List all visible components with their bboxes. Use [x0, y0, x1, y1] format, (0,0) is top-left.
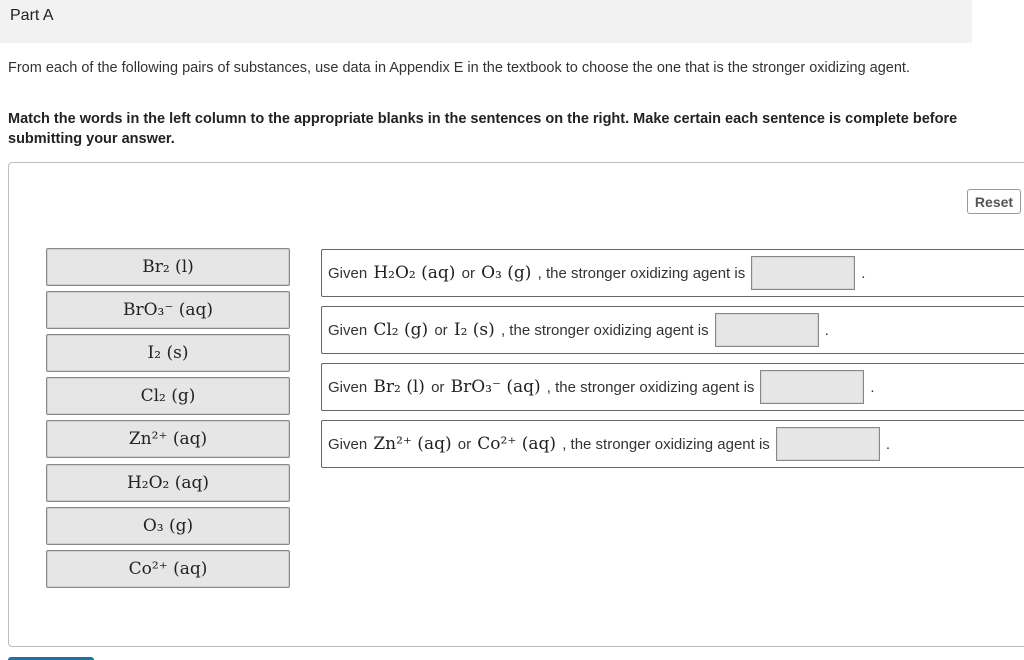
sentence-substance-a: Cl₂ (g) — [373, 320, 429, 340]
part-title: Part A — [10, 7, 54, 24]
sentence-2 — [321, 306, 1024, 354]
sentence-4 — [321, 420, 1024, 468]
answer-drop-target[interactable] — [776, 427, 880, 461]
chip-co2plus[interactable]: Co²⁺ (aq) — [46, 550, 290, 588]
sentence-prefix: Given — [328, 435, 368, 453]
instructions-bold-text: Match the words in the left column to the appropriate blanks in the sentences on the right. Make certain each sentence is complete before submitting your answer. — [8, 111, 958, 147]
sentence-3 — [321, 363, 1024, 411]
chip-i2[interactable]: I₂ (s) — [46, 334, 290, 372]
sentence-substance-b: I₂ (s) — [453, 320, 495, 340]
chip-zn2plus[interactable]: Zn²⁺ (aq) — [46, 420, 290, 458]
sentence-or: or — [434, 321, 448, 339]
sentence-substance-b: Co²⁺ (aq) — [477, 434, 557, 454]
chip-bro3[interactable]: BrO₃⁻ (aq) — [46, 291, 290, 329]
sentence-prefix: Given — [328, 264, 368, 282]
chip-cl2[interactable]: Cl₂ (g) — [46, 377, 290, 415]
sentence-substance-b: O₃ (g) — [481, 263, 532, 283]
sentence-substance-a: Zn²⁺ (aq) — [373, 434, 452, 454]
sentence-suffix: , the stronger oxidizing agent is — [562, 435, 770, 453]
sentence-suffix: , the stronger oxidizing agent is — [546, 378, 755, 396]
part-header — [0, 0, 972, 43]
reset-button[interactable]: Reset — [967, 189, 1021, 214]
chip-br2[interactable]: Br₂ (l) — [46, 248, 290, 286]
sentence-end: . — [870, 378, 875, 396]
sentence-suffix: , the stronger oxidizing agent is — [500, 321, 709, 339]
sentence-end: . — [861, 264, 866, 282]
sentence-or: or — [457, 435, 472, 453]
sentence-substance-a: Br₂ (l) — [373, 377, 425, 397]
sentence-substance-b: BrO₃⁻ (aq) — [450, 377, 541, 397]
sentence-or: or — [431, 378, 445, 396]
sentence-suffix: , the stronger oxidizing agent is — [537, 264, 746, 282]
answer-drop-target[interactable] — [751, 256, 855, 290]
answer-drop-target[interactable] — [760, 370, 864, 404]
sentence-end: . — [885, 435, 890, 453]
answer-drop-target[interactable] — [715, 313, 819, 347]
chip-h2o2[interactable]: H₂O₂ (aq) — [46, 464, 290, 502]
chip-o3[interactable]: O₃ (g) — [46, 507, 290, 545]
sentence-or: or — [461, 264, 475, 282]
sentence-prefix: Given — [328, 321, 368, 339]
sentence-end: . — [824, 321, 829, 339]
sentence-substance-a: H₂O₂ (aq) — [373, 263, 456, 283]
instructions-text: From each of the following pairs of substances, use data in Appendix E in the textbook to choose the one that is the stronger oxidizing agent. — [8, 60, 910, 76]
sentence-prefix: Given — [328, 378, 368, 396]
sentence-1 — [321, 249, 1024, 297]
